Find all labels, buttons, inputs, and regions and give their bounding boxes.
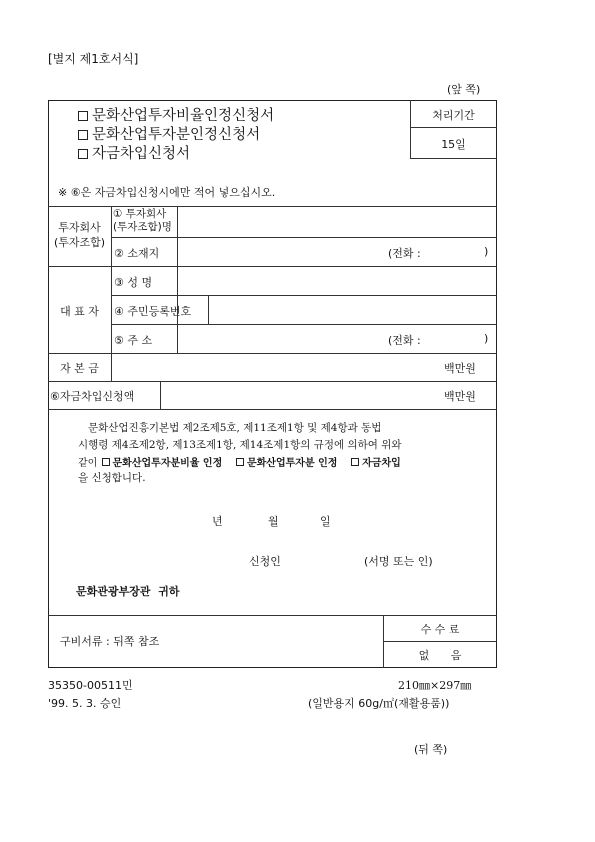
fee-label: 수 수 료 bbox=[420, 623, 460, 636]
date-year-label: 년 bbox=[212, 515, 223, 528]
checkbox-icon[interactable] bbox=[78, 130, 88, 140]
date-day-label: 일 bbox=[320, 515, 331, 528]
statement-line-2: 시행령 제4조제2항, 제13조제1항, 제14조제1항의 규정에 의하여 위와 bbox=[78, 439, 402, 451]
instruction-note: ※ ⑥은 자금차입신청시에만 적어 넣으십시오. bbox=[58, 186, 276, 199]
capital-unit: 백만원 bbox=[444, 362, 476, 375]
capital-label: 자 본 금 bbox=[60, 362, 99, 375]
fee-value: 없 음 bbox=[418, 649, 462, 662]
company-address-field[interactable] bbox=[179, 239, 379, 265]
company-name-label: ① 투자회사 (투자조합)명 bbox=[113, 208, 172, 233]
page-back-label: (뒤 쪽) bbox=[414, 743, 448, 756]
checkbox-icon[interactable] bbox=[102, 458, 110, 466]
checkbox-icon[interactable] bbox=[351, 458, 359, 466]
rep-phone-close: ) bbox=[484, 332, 489, 345]
applicant-field[interactable] bbox=[290, 548, 360, 568]
rep-resident-number-field[interactable] bbox=[210, 297, 495, 323]
capital-field[interactable] bbox=[113, 355, 413, 379]
company-phone-label: (전화 : bbox=[388, 247, 421, 260]
representative-group-label: 대 표 자 bbox=[60, 305, 99, 318]
statement-line-1: 문화산업진흥기본법 제2조제5호, 제11조제1항 및 제4항과 동법 bbox=[88, 422, 382, 434]
investment-company-group-label: 투자회사 (투자조합) bbox=[53, 221, 106, 249]
loan-amount-unit: 백만원 bbox=[444, 390, 476, 403]
loan-amount-label: ⑥자금차입신청액 bbox=[50, 390, 135, 403]
paper-type: (일반용지 60g/㎡(재활용품)) bbox=[308, 697, 450, 710]
checkbox-icon[interactable] bbox=[236, 458, 244, 466]
title-loan[interactable]: 자금차입신청서 bbox=[78, 145, 190, 164]
checkbox-icon[interactable] bbox=[78, 111, 88, 121]
rep-address-label: ⑤ 주 소 bbox=[114, 334, 153, 347]
statement-line-3: 같이 문화산업투자분비율 인정 문화산업투자분 인정 자금차입 bbox=[78, 458, 401, 469]
company-name-field[interactable] bbox=[179, 208, 495, 236]
approval-date: '99. 5. 3. 승인 bbox=[48, 697, 122, 710]
processing-period-value: 15일 bbox=[441, 138, 466, 151]
rep-address-field[interactable] bbox=[179, 326, 379, 352]
required-documents: 구비서류 : 뒤쪽 참조 bbox=[60, 635, 160, 648]
company-phone-close: ) bbox=[484, 245, 489, 258]
title-investment-amount[interactable]: 문화산업투자분인정신청서 bbox=[78, 126, 260, 145]
rep-name-label: ③ 성 명 bbox=[114, 276, 153, 289]
form-code: 35350-00511민 bbox=[48, 679, 133, 692]
statement-line-4: 을 신청합니다. bbox=[78, 472, 146, 484]
company-address-label: ② 소재지 bbox=[114, 247, 160, 260]
rep-phone-label: (전화 : bbox=[388, 334, 421, 347]
processing-period-label: 처리기간 bbox=[432, 109, 475, 122]
page-front-label: (앞 쪽) bbox=[447, 83, 481, 96]
date-month-label: 월 bbox=[268, 515, 279, 528]
form-number: [별지 제1호서식] bbox=[48, 52, 139, 66]
rep-resident-number-label: ④ 주민등록번호 bbox=[114, 305, 192, 318]
addressee: 문화관광부장관 귀하 bbox=[76, 585, 180, 598]
rep-name-field[interactable] bbox=[179, 268, 495, 294]
signature-label: (서명 또는 인) bbox=[364, 555, 433, 568]
title-investment-ratio[interactable]: 문화산업투자비율인정신청서 bbox=[78, 107, 274, 126]
checkbox-icon[interactable] bbox=[78, 149, 88, 159]
loan-amount-field[interactable] bbox=[162, 383, 422, 407]
applicant-label: 신청인 bbox=[249, 555, 281, 568]
paper-size: 210㎜×297㎜ bbox=[398, 679, 472, 692]
